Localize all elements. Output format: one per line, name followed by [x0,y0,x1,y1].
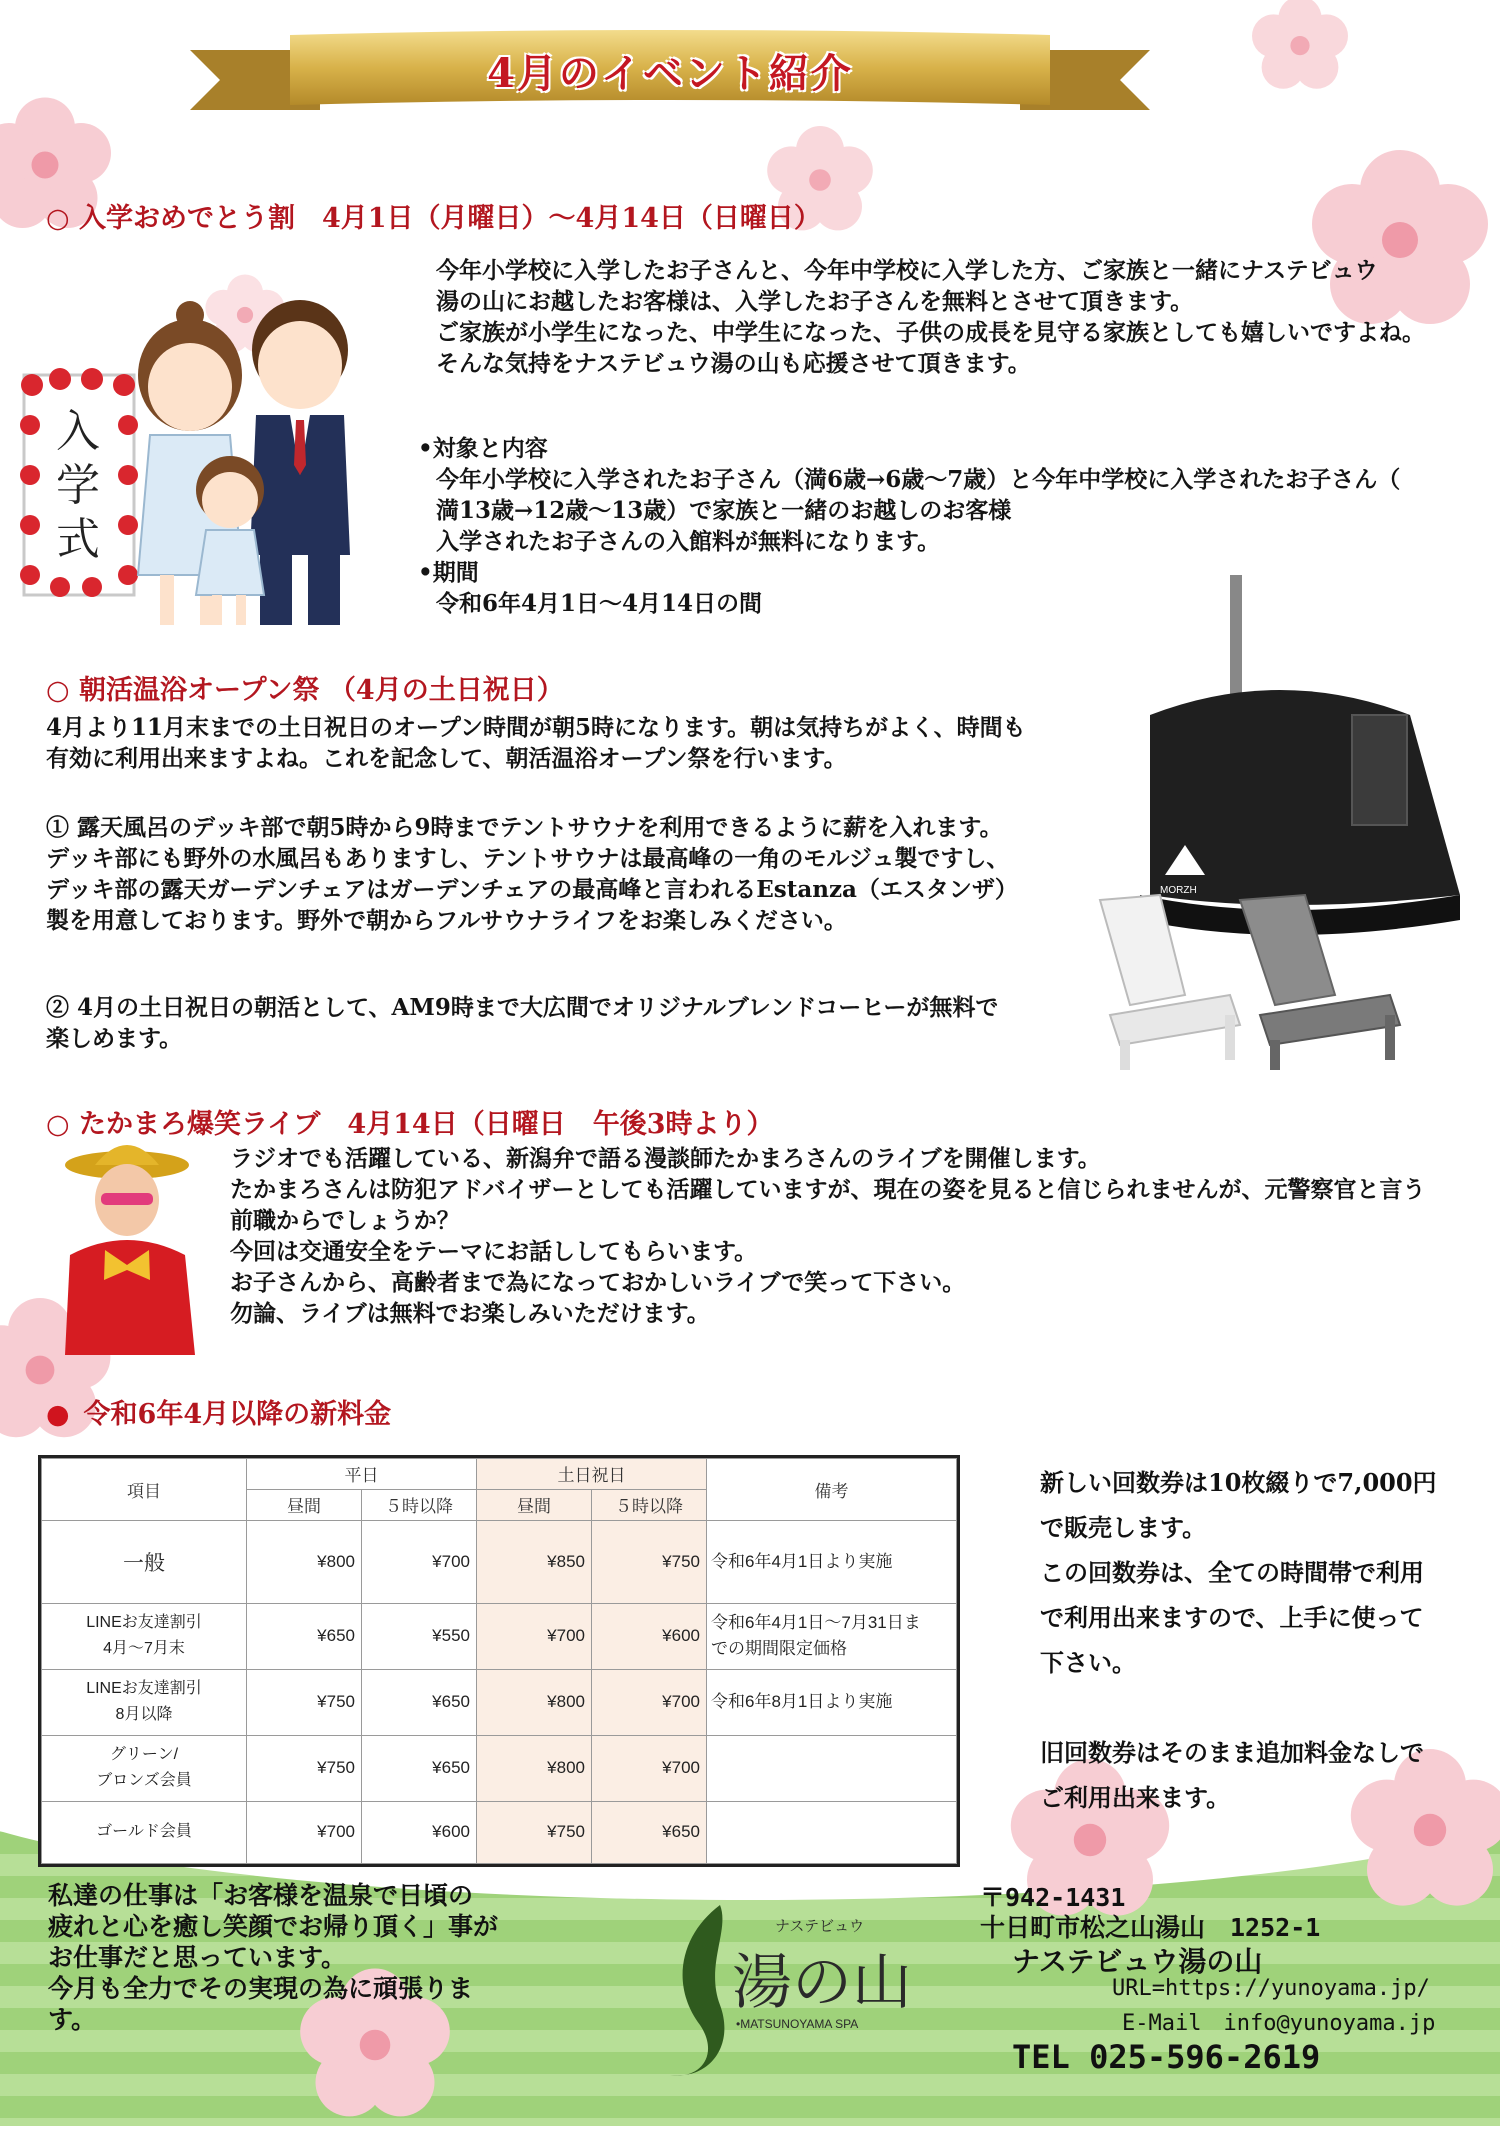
table-row [42,1669,957,1735]
sign-char: 学 [56,460,100,511]
morning-open-intro [46,712,1026,774]
section-heading-comedy-live: ○ たかまろ爆笑ライブ 4月14日（日曜日 午後3時より） [46,1109,774,1140]
price-cell: ¥700 [592,1669,707,1735]
text-line: ② 4月の土日祝日の朝活として、AM9時まで大広間でオリジナルブレンドコーヒーが無料で [46,994,999,1021]
text-line: 湯の山にお越したお客様は、入学したお子さんを無料とさせて頂きます。 [436,288,1194,315]
postal-code: 〒942-1431 [980,1883,1126,1912]
price-cell: ¥800 [477,1735,592,1801]
logo-english: •MATSUNOYAMA SPA [736,2017,859,2031]
price-cell: ¥750 [247,1735,362,1801]
price-cell: ¥750 [592,1520,707,1603]
page-title: 4月のイベント紹介 [487,49,853,97]
tent-brand-label: MORZH [1160,885,1197,896]
sign-char: 入 [56,406,100,457]
subheader-daytime: 昼間 [477,1489,592,1520]
text-line: 満13歳→12歳～13歳）で家族と一緒のお越しのお客様 [436,497,1012,524]
note-cell [707,1603,957,1669]
price-cell: ¥600 [592,1603,707,1669]
text-line: たかまろさんは防犯アドバイザーとしても活躍していますが、現在の姿を見ると信じられませんが、元警察官と言う [230,1176,1426,1203]
col-header-item: 項目 [42,1459,247,1521]
text-line: そんな気持をナステビュウ湯の山も応援させて頂きます。 [436,350,1031,377]
text-line: ご家族が小学生になった、中学生になった、子供の成長を見守る家族としても嬉しいですよね。 [436,319,1425,346]
address: 十日町市松之山湯山 1252-1 [980,1913,1321,1942]
comedy-live-description [230,1143,1426,1329]
row-label [42,1669,247,1735]
price-cell: ¥600 [362,1801,477,1863]
row-label-line: LINEお友達割引 [86,1680,202,1698]
col-header-note: 備考 [707,1459,957,1521]
morning-open-item1 [46,812,1018,936]
price-cell: ¥800 [477,1669,592,1735]
price-cell: ¥700 [247,1801,362,1863]
price-cell: ¥650 [247,1603,362,1669]
text-line: で利用出来ますので、上手に使って [1040,1603,1424,1632]
period-label: •期間 [418,559,479,586]
coupon-info [1040,1460,1437,1820]
section-heading-new-prices [46,1392,391,1431]
text-line: 私達の仕事は「お客様を温泉で日頃の [48,1881,474,1910]
morning-open-item2 [46,992,998,1054]
text-line: 楽しめます。 [46,1025,183,1052]
logo-main: 湯の山 [732,1948,912,2018]
text-line: お仕事だと思っています。 [48,1943,347,1972]
row-label: ゴールド会員 [42,1801,247,1863]
section-heading-morning-open: ○ 朝活温浴オープン祭 （4月の土日祝日） [46,675,564,706]
enrollment-family-illustration [20,275,420,635]
price-cell: ¥750 [477,1801,592,1863]
text-line: お子さんから、高齢者まで為になっておかしいライブで笑って下さい。 [230,1269,966,1296]
title-banner [190,30,1150,122]
row-label-line: LINEお友達割引 [86,1614,202,1632]
price-cell: ¥700 [477,1603,592,1669]
subheader-daytime: 昼間 [247,1489,362,1520]
section-heading-enrollment: ○ 入学おめでとう割 4月1日（月曜日）～4月14日（日曜日） [46,203,821,234]
col-header-holiday: 土日祝日 [477,1459,707,1490]
text-line: この回数券は、全ての時間帯で利用 [1040,1558,1424,1587]
website-url: URL=https://yunoyama.jp/ [1112,1976,1430,2001]
table-row [42,1520,957,1603]
text-line: 有効に利用出来ますよね。これを記念して、朝活温浴オープン祭を行います。 [46,745,847,772]
text-line [1040,1685,1437,1730]
red-bullet-icon: ● [46,1399,70,1430]
price-cell: ¥650 [362,1735,477,1801]
text-line: 下さい。 [1040,1648,1136,1677]
note-cell: 令和6年4月1日より実施 [707,1520,957,1603]
note-cell [707,1801,957,1863]
email-address: E-Mail info@yunoyama.jp [1122,2011,1436,2036]
text-line: デッキ部の露天ガーデンチェアはガーデンチェアの最高峰と言われるEstanza（エスタンザ） [46,876,1018,903]
target-label: •対象と内容 [418,435,548,462]
price-cell: ¥800 [247,1520,362,1603]
text-line: す。 [48,2005,97,2034]
spa-logo [640,1895,910,2085]
text-line: 今年小学校に入学したお子さんと、今年中学校に入学した方、ご家族と一緒にナステビュウ [436,257,1378,284]
heading-text: 令和6年4月以降の新料金 [83,1399,392,1430]
enrollment-description [436,255,1425,379]
text-line: 4月より11月末までの土日祝日のオープン時間が朝5時になります。朝は気持ちがよく、時間も [46,714,1026,741]
subheader-after5: ５時以降 [592,1489,707,1520]
text-line: ご利用出来ます。 [1040,1783,1231,1812]
table-row [42,1735,957,1801]
price-cell: ¥750 [247,1669,362,1735]
note-line: での期間限定価格 [711,1639,847,1659]
text-line: 今回は交通安全をテーマにお話ししてもらいます。 [230,1238,758,1265]
table-row [42,1801,957,1863]
sign-char: 式 [56,514,100,565]
text-line: 入学されたお子さんの入館料が無料になります。 [436,528,941,555]
note-cell [707,1735,957,1801]
col-header-weekday: 平日 [247,1459,477,1490]
price-cell: ¥850 [477,1520,592,1603]
price-cell: ¥700 [592,1735,707,1801]
row-label-line: 8月以降 [115,1706,173,1724]
text-line: ラジオでも活躍している、新潟弁で語る漫談師たかまろさんのライブを開催します。 [230,1145,1101,1172]
performer-photo [55,1135,205,1355]
row-label-line: ブロンズ会員 [96,1772,192,1790]
text-line: 疲れと心を癒し笑顔でお帰り頂く」事が [48,1912,499,1941]
blossom-icon [1240,0,1360,90]
subheader-after5: ５時以降 [362,1489,477,1520]
text-line: 今月も全力でその実現の為に頑張りま [48,1974,474,2003]
row-label-line: 4月～7月末 [103,1640,185,1658]
text-line: 前職からでしょうか？ [230,1207,460,1234]
price-cell: ¥700 [362,1520,477,1603]
note-line: 令和6年4月1日～7月31日ま [711,1613,921,1633]
enrollment-sign [48,405,108,567]
row-label [42,1603,247,1669]
logo-kana: ナステビュウ [775,1917,865,1935]
period-value: 令和6年4月1日～4月14日の間 [436,590,763,617]
note-cell: 令和6年8月1日より実施 [707,1669,957,1735]
table-row [42,1603,957,1669]
text-line: で販売します。 [1040,1513,1207,1542]
text-line: 製を用意しております。野外で朝からフルサウナライフをお楽しみください。 [46,907,847,934]
price-cell: ¥650 [362,1669,477,1735]
row-label-line: グリーン/ [109,1746,179,1764]
text-line: 旧回数券はそのまま追加料金なしで [1040,1738,1424,1767]
text-line: デッキ部にも野外の水風呂もありますし、テントサウナは最高峰の一角のモルジュ製ですし、 [46,845,1010,872]
tent-sauna-image [1090,575,1470,1070]
text-line: 今年小学校に入学されたお子さん（満6歳→6歳～7歳）と今年中学校に入学されたお子さん（ [436,466,1401,493]
text-line: ① 露天風呂のデッキ部で朝5時から9時までテントサウナを利用できるように薪を入れます。 [46,814,1003,841]
price-cell: ¥550 [362,1603,477,1669]
row-label [42,1735,247,1801]
text-line: 勿論、ライブは無料でお楽しみいただけます。 [230,1300,710,1327]
row-label: 一般 [42,1520,247,1603]
text-line: 新しい回数券は10枚綴りで7,000円 [1040,1468,1437,1497]
price-cell: ¥650 [592,1801,707,1863]
footer-message [48,1880,498,2035]
facility-name: ナステビュウ湯の山 [1012,1945,1263,1978]
price-table [38,1455,960,1867]
phone-number: TEL 025-596-2619 [1012,2038,1321,2076]
